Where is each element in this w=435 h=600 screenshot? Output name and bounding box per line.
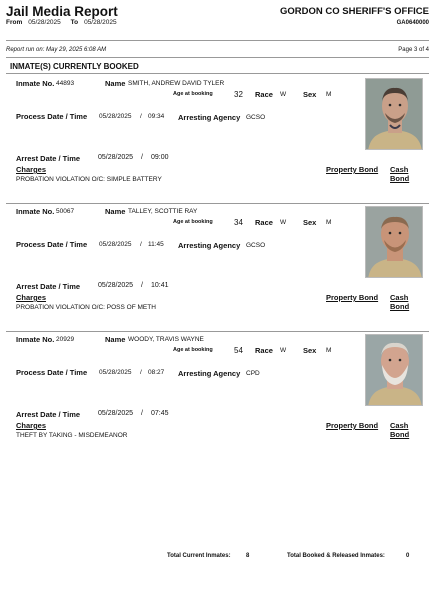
- total-current-value: 8: [246, 553, 250, 559]
- race-label: Race: [255, 90, 273, 99]
- age-label: Age at booking: [173, 91, 213, 97]
- mugshot-image: [366, 335, 423, 406]
- header-divider: [6, 40, 429, 41]
- name-label: Name: [105, 79, 126, 88]
- arrest-date: 05/28/2025: [98, 154, 134, 161]
- charge-text: PROBATION VIOLATION O/C: SIMPLE BATTERY: [16, 176, 162, 183]
- sex-value: M: [326, 91, 332, 98]
- process-label: Process Date / Time: [16, 368, 88, 377]
- sex-label: Sex: [303, 346, 317, 355]
- mugshot-image: [366, 79, 423, 150]
- process-time: 08:27: [148, 369, 165, 376]
- property-bond-label: Property Bond: [326, 293, 379, 302]
- slash: /: [140, 113, 142, 120]
- mugshot-image: [366, 207, 423, 278]
- property-bond-label: Property Bond: [326, 421, 379, 430]
- cash-bond-label: Cash Bond: [390, 165, 410, 183]
- race-value: W: [280, 347, 287, 354]
- office-name: GORDON CO SHERIFF'S OFFICE: [280, 6, 429, 17]
- charge-text: PROBATION VIOLATION O/C: POSS OF METH: [16, 304, 156, 311]
- agency-label: Arresting Agency: [178, 369, 241, 378]
- name-label: Name: [105, 335, 126, 344]
- process-date: 05/28/2025: [99, 113, 132, 120]
- inmate-no-label: Inmate No.: [16, 79, 55, 88]
- slash: /: [140, 241, 142, 248]
- inmate-no-value: 20929: [56, 336, 75, 343]
- total-booked-value: 0: [406, 553, 410, 559]
- process-time: 09:34: [148, 113, 165, 120]
- arrest-label: Arrest Date / Time: [16, 154, 81, 163]
- arrest-label: Arrest Date / Time: [16, 282, 81, 291]
- from-date: 05/28/2025: [28, 19, 61, 26]
- process-time: 11:45: [148, 241, 164, 248]
- run-on-timestamp: Report run on: May 29, 2025 6:08 AM: [6, 47, 107, 53]
- sex-value: M: [326, 347, 332, 354]
- arrest-label: Arrest Date / Time: [16, 410, 81, 419]
- section-underline: [6, 73, 429, 74]
- arrest-time: 09:00: [151, 154, 169, 161]
- sex-label: Sex: [303, 218, 317, 227]
- agency-value: CPD: [246, 370, 260, 377]
- race-value: W: [280, 91, 287, 98]
- property-bond-label: Property Bond: [326, 165, 379, 174]
- sex-label: Sex: [303, 90, 317, 99]
- agency-value: GCSO: [246, 114, 266, 121]
- age-value: 34: [234, 218, 243, 227]
- process-label: Process Date / Time: [16, 240, 88, 249]
- agency-label: Arresting Agency: [178, 241, 241, 250]
- slash: /: [140, 369, 142, 376]
- inmate-record: [6, 75, 429, 195]
- charges-label: Charges: [16, 293, 47, 302]
- process-label: Process Date / Time: [16, 112, 88, 121]
- inmate-no-label: Inmate No.: [16, 335, 55, 344]
- section-title: INMATE(S) CURRENTLY BOOKED: [10, 62, 139, 71]
- section-divider: [6, 57, 429, 58]
- age-label: Age at booking: [173, 347, 213, 353]
- ori-code: GA0640000: [396, 20, 429, 26]
- slash: /: [141, 410, 143, 417]
- age-value: 32: [234, 90, 243, 99]
- date-range: [6, 19, 125, 26]
- race-value: W: [280, 219, 287, 226]
- name-value: TALLEY, SCOTTIE RAY: [128, 208, 198, 215]
- charges-label: Charges: [16, 421, 47, 430]
- to-date: 05/28/2025: [84, 19, 117, 26]
- agency-label: Arresting Agency: [178, 113, 241, 122]
- page-number: Page 3 of 4: [398, 47, 429, 53]
- inmate-record: [6, 203, 429, 323]
- slash: /: [141, 282, 143, 289]
- to-label: To: [70, 19, 79, 26]
- inmate-no-value: 44893: [56, 80, 75, 87]
- arrest-time: 10:41: [151, 282, 169, 289]
- report-title: Jail Media Report: [6, 4, 118, 19]
- sex-value: M: [326, 219, 332, 226]
- process-date: 05/28/2025: [99, 369, 132, 376]
- agency-value: GCSO: [246, 242, 266, 249]
- inmate-no-label: Inmate No.: [16, 207, 55, 216]
- age-value: 54: [234, 346, 243, 355]
- cash-bond-label: Cash Bond: [390, 293, 410, 311]
- cash-bond-label: Cash Bond: [390, 421, 410, 439]
- mugshot-photo: [365, 206, 423, 278]
- from-label: From: [6, 19, 23, 26]
- arrest-date: 05/28/2025: [98, 282, 134, 289]
- mugshot-photo: [365, 334, 423, 406]
- arrest-time: 07:45: [151, 410, 169, 417]
- name-label: Name: [105, 207, 126, 216]
- charges-label: Charges: [16, 165, 47, 174]
- age-label: Age at booking: [173, 219, 213, 225]
- total-booked-label: Total Booked & Released Inmates:: [287, 553, 385, 559]
- arrest-date: 05/28/2025: [98, 410, 134, 417]
- race-label: Race: [255, 346, 273, 355]
- inmate-record: [6, 331, 429, 451]
- name-value: WOODY, TRAVIS WAYNE: [128, 336, 204, 343]
- race-label: Race: [255, 218, 273, 227]
- charge-text: THEFT BY TAKING - MISDEMEANOR: [16, 432, 128, 439]
- process-date: 05/28/2025: [99, 241, 132, 248]
- slash: /: [141, 154, 143, 161]
- mugshot-photo: [365, 78, 423, 150]
- total-current-label: Total Current Inmates:: [167, 553, 231, 559]
- inmate-no-value: 50067: [56, 208, 75, 215]
- name-value: SMITH, ANDREW DAVID TYLER: [128, 80, 225, 87]
